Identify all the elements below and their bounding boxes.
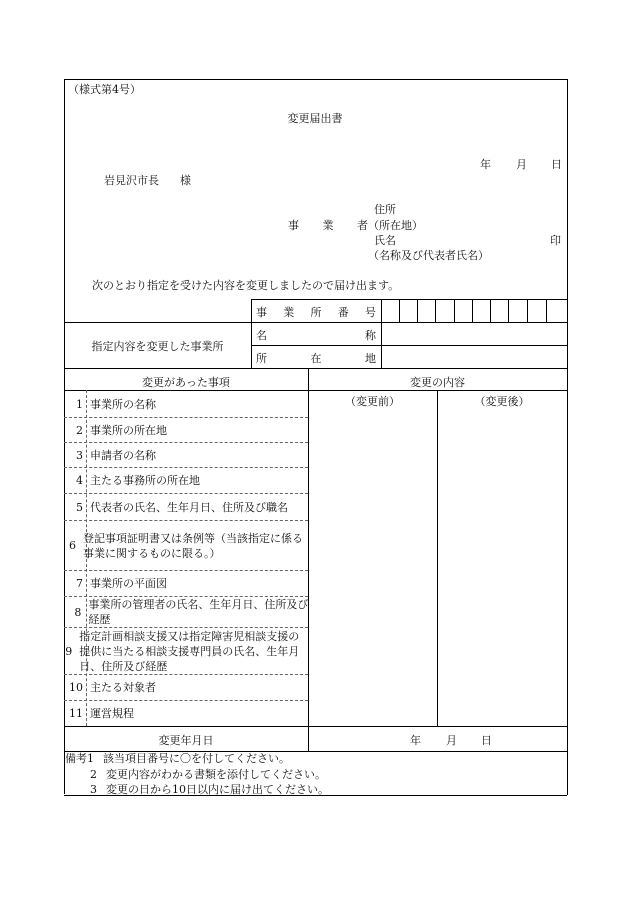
change-item-row[interactable] — [64, 597, 309, 627]
change-date-label: 変更年月日 — [158, 734, 214, 747]
change-content-header: 変更の内容 — [410, 376, 465, 389]
item-number: 3 — [76, 448, 83, 462]
page-title: 変更届出書 — [287, 112, 343, 125]
item-number: 8 — [74, 605, 82, 619]
item-number: 2 — [76, 423, 83, 437]
changed-items-header: 変更があった事項 — [142, 376, 230, 389]
change-date-year: 年 — [410, 734, 421, 747]
item-label: 申請者の名称 — [90, 448, 156, 462]
addressee-honorific: 様 — [180, 174, 191, 187]
item-label: 事業所の所在地 — [90, 423, 167, 437]
change-item-row[interactable] — [64, 418, 309, 442]
applicant-address: 住所 — [374, 203, 396, 216]
applicant-name-note: （名称及び代表者氏名） — [368, 249, 489, 262]
after-content-field[interactable] — [439, 410, 565, 724]
date-day: 日 — [551, 158, 562, 171]
change-item-row[interactable] — [64, 628, 309, 674]
office-number-boxes[interactable] — [382, 300, 566, 321]
applicant-address-note: （所在地） — [368, 219, 423, 232]
frame-right — [567, 79, 568, 751]
applicant-label: 事 業 者 — [288, 219, 368, 232]
change-item-row[interactable] — [64, 571, 309, 596]
office-name-label: 名 称 — [256, 329, 376, 342]
before-label: （変更前） — [345, 395, 400, 408]
item-label: 指定計画相談支援又は指定障害児相談支援の提供に当たる相談支援専門員の氏名、生年月日、住所及び経歴 — [79, 629, 300, 673]
date-year: 年 — [480, 158, 491, 171]
frame-top — [64, 79, 567, 80]
office-number-label: 事 業 所 番 号 — [256, 306, 376, 319]
office-location-label: 所 在 地 — [256, 352, 376, 365]
change-item-row[interactable] — [64, 521, 309, 570]
item-label: 主たる対象者 — [90, 681, 156, 694]
date-month: 月 — [516, 158, 527, 171]
item-number: 11 — [69, 707, 83, 720]
change-item-row[interactable] — [64, 675, 309, 700]
note-3: 3 変更の日から10日以内に届け出てください。 — [90, 783, 329, 796]
change-date-field[interactable] — [310, 728, 565, 749]
after-label: （変更後） — [474, 395, 530, 408]
change-item-row[interactable] — [64, 494, 309, 520]
item-label: 運営規程 — [90, 707, 134, 720]
item-label: 主たる事務所の所在地 — [90, 474, 200, 487]
change-item-row[interactable] — [64, 701, 309, 726]
form-number: （様式第4号） — [68, 83, 141, 96]
item-label: 登記事項証明書又は条例等（当該指定に係る事業に関するものに限る。） — [83, 531, 304, 560]
note-2: 2 変更内容がわかる書類を添付してください。 — [90, 768, 326, 781]
change-date-month: 月 — [446, 734, 457, 747]
item-label: 事業所の名称 — [90, 397, 156, 411]
item-number: 9 — [65, 644, 73, 658]
seal-mark: 印 — [550, 234, 561, 247]
notes-heading: 備考 — [65, 752, 87, 765]
item-number: 10 — [69, 681, 83, 694]
office-section-label: 指定内容を変更した事業所 — [91, 340, 224, 353]
applicant-name: 氏名 — [374, 234, 396, 247]
item-label: 事業所の平面図 — [90, 577, 167, 590]
change-item-row[interactable] — [64, 391, 309, 417]
item-number: 6 — [69, 539, 77, 552]
before-content-field[interactable] — [310, 410, 435, 724]
item-number: 1 — [76, 397, 83, 411]
item-number: 5 — [76, 500, 83, 514]
change-date-day: 日 — [481, 734, 492, 747]
office-location-field[interactable] — [382, 346, 566, 367]
note-1: 備考1 該当項目番号に〇を付してください。 — [65, 752, 290, 765]
item-number: 4 — [76, 474, 83, 487]
item-number: 7 — [76, 577, 83, 590]
office-name-field[interactable] — [382, 323, 566, 344]
intro-text: 次のとおり指定を受けた内容を変更しましたので届け出ます。 — [92, 279, 400, 292]
addressee-name: 岩見沢市長 — [104, 174, 159, 187]
change-item-row[interactable] — [64, 443, 309, 467]
frame-bottom — [64, 795, 567, 796]
change-item-row[interactable] — [64, 468, 309, 493]
item-label: 代表者の氏名、生年月日、住所及び職名 — [90, 500, 288, 514]
item-label: 事業所の管理者の氏名、生年月日、住所及び経歴 — [88, 598, 309, 626]
